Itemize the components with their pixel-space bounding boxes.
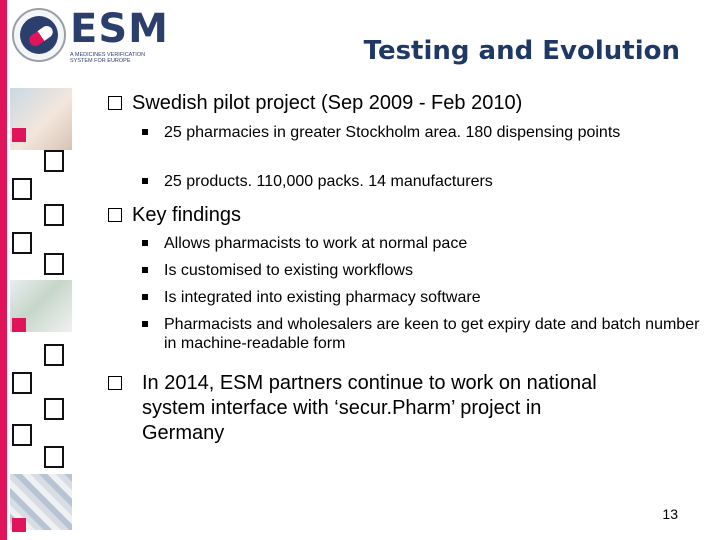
checkbox-bullet-icon (108, 376, 122, 390)
box-glyph-icon (12, 424, 32, 446)
bullet-level1: In 2014, ESM partners continue to work on national system interface with ‘secur.Pharm’ project in Germany (108, 371, 618, 446)
box-glyph-icon (12, 372, 32, 394)
accent-square (12, 128, 26, 142)
page-number: 13 (662, 506, 678, 522)
slide-title: Testing and Evolution (363, 36, 680, 66)
box-glyph-icon (44, 344, 64, 366)
accent-square (12, 518, 26, 532)
bullet-level1: Key findings (108, 204, 241, 227)
box-glyph-icon (12, 178, 32, 200)
accent-bar (0, 0, 7, 540)
box-glyph-icon (44, 204, 64, 226)
logo-tagline: A MEDICINES VERIFICATION SYSTEM FOR EUROPE (70, 52, 146, 64)
box-glyph-icon (44, 253, 64, 275)
esm-logo (12, 6, 169, 68)
box-glyph-icon (44, 398, 64, 420)
bullet-level2: Pharmacists and wholesalers are keen to get expiry date and batch number in machine-readable form (142, 315, 702, 353)
bullet-level1: Swedish pilot project (Sep 2009 - Feb 2010) (108, 92, 522, 115)
pill-logo-icon (12, 8, 66, 62)
bullet-level2: Is customised to existing workflows (142, 261, 682, 280)
box-glyph-icon (44, 150, 64, 172)
logo-brand-text: ESM (70, 6, 169, 52)
square-bullet-icon (142, 294, 148, 300)
bullet-level2: Is integrated into existing pharmacy software (142, 288, 682, 307)
bullet-level2: Allows pharmacists to work at normal pace (142, 234, 682, 253)
bullet-level2: 25 products. 110,000 packs. 14 manufacturers (142, 172, 682, 191)
box-glyph-icon (44, 446, 64, 468)
bullet-level2: 25 pharmacies in greater Stockholm area. 180 dispensing points (142, 123, 682, 142)
square-bullet-icon (142, 267, 148, 273)
checkbox-bullet-icon (108, 96, 122, 110)
square-bullet-icon (142, 321, 148, 327)
checkbox-bullet-icon (108, 208, 122, 222)
square-bullet-icon (142, 240, 148, 246)
accent-square (12, 318, 26, 332)
square-bullet-icon (142, 129, 148, 135)
box-glyph-icon (12, 232, 32, 254)
square-bullet-icon (142, 178, 148, 184)
